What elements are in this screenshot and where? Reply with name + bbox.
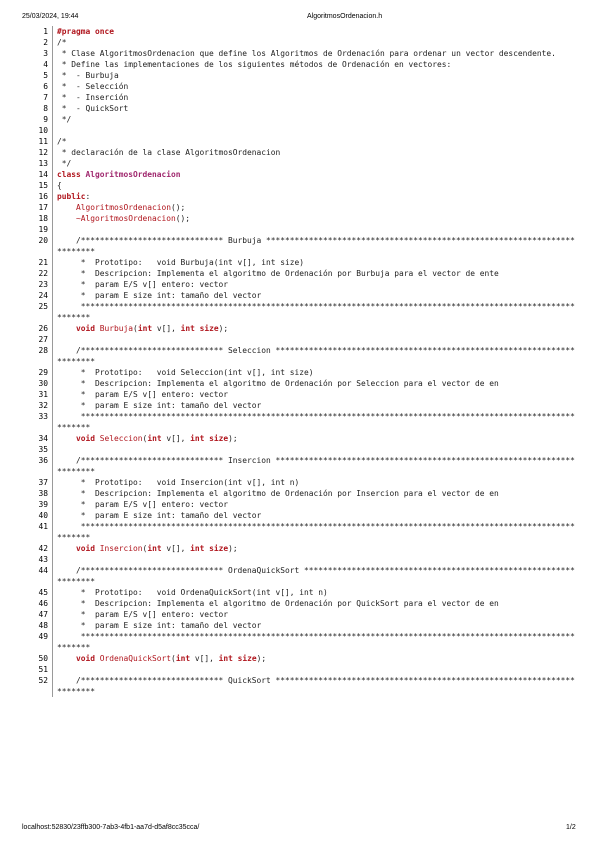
code-token: v[], [166, 544, 191, 553]
code-line [22, 510, 578, 521]
line-text [53, 125, 578, 136]
line-number: 38 [38, 489, 48, 498]
code-token: * Define las implementaciones de los siguientes métodos de Ordenación en vectores: [57, 60, 452, 69]
code-line [22, 378, 578, 389]
code-token: int [190, 544, 210, 553]
code-line [22, 598, 578, 609]
code-token: /* [57, 137, 67, 146]
code-token: (); [171, 203, 186, 212]
code-line [22, 147, 578, 158]
line-text [53, 114, 578, 125]
line-number: 50 [38, 654, 48, 663]
line-number: 37 [38, 478, 48, 487]
line-text [53, 59, 578, 70]
code-token: * Prototipo: void Insercion(int v[], int n) [57, 478, 300, 487]
code-token: ~AlgoritmosOrdenacion [76, 214, 176, 223]
code-token: size [199, 324, 219, 333]
code-token: { [57, 181, 62, 190]
print-date: 25/03/2024, 19:44 [22, 13, 79, 20]
line-text [53, 664, 578, 675]
code-line [22, 136, 578, 147]
code-token: * - QuickSort [57, 104, 129, 113]
line-text [53, 290, 578, 301]
line-text [53, 488, 578, 499]
code-line [22, 565, 578, 587]
code-token: * - Inserción [57, 93, 129, 102]
code-line [22, 664, 578, 675]
code-token: int [180, 324, 200, 333]
code-line [22, 345, 578, 367]
line-number: 36 [38, 456, 48, 465]
line-number: 30 [38, 379, 48, 388]
code-line [22, 125, 578, 136]
code-line [22, 224, 578, 235]
code-line [22, 235, 578, 257]
code-token: * - Burbuja [57, 71, 119, 80]
code-token: /****************************** QuickSort *********************************************************************** [57, 676, 575, 696]
code-token: AlgoritmosOrdenacion [85, 170, 181, 179]
code-token: * param E/S v[] entero: vector [57, 390, 229, 399]
code-line [22, 48, 578, 59]
line-text [53, 345, 578, 367]
line-number: 14 [38, 170, 48, 179]
code-token: (); [175, 214, 191, 223]
code-token: Seleccion [99, 434, 143, 443]
line-number: 7 [43, 93, 48, 102]
line-text [53, 609, 578, 620]
code-token: /****************************** Burbuja ************************************************************************* [57, 236, 575, 256]
line-text [53, 378, 578, 389]
code-line [22, 114, 578, 125]
code-line [22, 169, 578, 180]
line-number: 11 [38, 137, 48, 146]
code-token: size [209, 434, 229, 443]
code-line [22, 279, 578, 290]
line-number: 16 [38, 192, 48, 201]
line-number: 46 [38, 599, 48, 608]
document-title: AlgoritmosOrdenacion.h [307, 13, 383, 20]
line-text [53, 620, 578, 631]
line-text [53, 477, 578, 488]
code-token: *************************************************************************************************************** [57, 412, 575, 432]
line-text [53, 510, 578, 521]
line-text [53, 521, 578, 543]
code-token [57, 324, 76, 333]
code-line [22, 455, 578, 477]
code-line [22, 433, 578, 444]
code-token [57, 214, 76, 223]
code-line [22, 158, 578, 169]
code-token [57, 654, 76, 663]
line-text [53, 92, 578, 103]
code-token: ( [142, 544, 148, 553]
line-text [53, 631, 578, 653]
code-token: * param E/S v[] entero: vector [57, 280, 229, 289]
code-token: #pragma once [57, 27, 115, 36]
code-token: ); [228, 434, 238, 443]
code-token [57, 544, 76, 553]
line-text [53, 235, 578, 257]
line-text [53, 136, 578, 147]
code-line [22, 334, 578, 345]
code-token [57, 203, 76, 212]
line-number: 29 [38, 368, 48, 377]
line-text [53, 411, 578, 433]
code-line [22, 268, 578, 279]
code-token: int [190, 434, 210, 443]
code-token: * param E size int: tamaño del vector [57, 291, 262, 300]
line-text [53, 334, 578, 345]
code-token: * param E size int: tamaño del vector [57, 621, 262, 630]
line-number: 8 [43, 104, 48, 113]
line-number: 22 [38, 269, 48, 278]
line-text [53, 257, 578, 268]
code-token: void [76, 544, 100, 553]
code-token: /****************************** Seleccion *********************************************************************** [57, 346, 575, 366]
code-line [22, 37, 578, 48]
code-token: * declaración de la clase AlgoritmosOrdenacion [57, 148, 281, 157]
line-number: 24 [38, 291, 48, 300]
code-line [22, 400, 578, 411]
line-number: 45 [38, 588, 48, 597]
code-token: * Prototipo: void Burbuja(int v[], int size) [57, 258, 305, 267]
code-line [22, 70, 578, 81]
line-number: 47 [38, 610, 48, 619]
line-text [53, 499, 578, 510]
code-token: void [76, 434, 100, 443]
line-text [53, 400, 578, 411]
code-line [22, 653, 578, 664]
code-token: * Clase AlgoritmosOrdenacion que define los Algoritmos de Ordenación para ordenar un vector descendente. [57, 49, 556, 58]
code-line [22, 59, 578, 70]
code-token: * Descripcion: Implementa el algoritmo de Ordenación por Insercion para el vector de en [57, 489, 499, 498]
code-line [22, 620, 578, 631]
line-text [53, 191, 578, 202]
code-token: ( [133, 324, 138, 333]
code-line [22, 609, 578, 620]
code-token: class [57, 170, 86, 179]
code-token: ); [218, 324, 229, 333]
line-number: 5 [43, 71, 48, 80]
code-token: v[], [166, 434, 191, 443]
line-number: 52 [38, 676, 48, 685]
code-token: int [147, 544, 167, 553]
code-token: : [85, 192, 91, 201]
line-text [53, 213, 578, 224]
code-line [22, 191, 578, 202]
code-token: /****************************** Insercion *********************************************************************** [57, 456, 575, 476]
code-token: int [175, 654, 195, 663]
code-token: void [76, 654, 100, 663]
code-token: * param E size int: tamaño del vector [57, 401, 262, 410]
code-token: * - Selección [57, 82, 129, 91]
line-text [53, 323, 578, 334]
code-line [22, 477, 578, 488]
code-line [22, 257, 578, 268]
line-number: 34 [38, 434, 48, 443]
line-text [53, 279, 578, 290]
line-text [53, 224, 578, 235]
line-number: 43 [38, 555, 48, 564]
code-line [22, 631, 578, 653]
line-text [53, 202, 578, 213]
line-number: 13 [38, 159, 48, 168]
code-line [22, 323, 578, 334]
line-number: 19 [38, 225, 48, 234]
code-token [57, 434, 76, 443]
code-token: void [76, 324, 100, 333]
line-text [53, 543, 578, 554]
code-token: size [209, 544, 229, 553]
code-listing [22, 26, 578, 697]
line-text [53, 367, 578, 378]
page-number: 1/2 [566, 824, 576, 831]
code-line [22, 554, 578, 565]
code-line [22, 543, 578, 554]
line-text [53, 180, 578, 191]
line-number: 26 [38, 324, 48, 333]
code-token: Insercion [99, 544, 143, 553]
code-line [22, 367, 578, 378]
code-token: * Prototipo: void Seleccion(int v[], int size) [57, 368, 314, 377]
code-token: */ [57, 115, 72, 124]
line-text [53, 158, 578, 169]
line-number: 18 [38, 214, 48, 223]
code-line [22, 290, 578, 301]
code-line [22, 389, 578, 400]
code-token: int [218, 654, 238, 663]
code-line [22, 587, 578, 598]
line-text [53, 653, 578, 664]
line-number: 4 [43, 60, 48, 69]
line-number: 51 [38, 665, 48, 674]
line-text [53, 565, 578, 587]
line-text [53, 389, 578, 400]
line-text [53, 103, 578, 114]
line-text [53, 444, 578, 455]
code-line [22, 202, 578, 213]
line-text [53, 169, 578, 180]
line-number: 49 [38, 632, 48, 641]
line-number: 23 [38, 280, 48, 289]
line-text [53, 587, 578, 598]
line-number: 17 [38, 203, 48, 212]
code-token: /* [57, 38, 67, 47]
line-number: 10 [38, 126, 48, 135]
code-token: OrdenaQuickSort [99, 654, 172, 663]
line-number: 35 [38, 445, 48, 454]
line-text [53, 268, 578, 279]
line-number: 21 [38, 258, 48, 267]
line-number: 31 [38, 390, 48, 399]
code-token: public [57, 192, 86, 201]
line-number: 42 [38, 544, 48, 553]
line-number: 40 [38, 511, 48, 520]
code-line [22, 411, 578, 433]
line-text [53, 37, 578, 48]
code-line [22, 81, 578, 92]
code-token: * param E size int: tamaño del vector [57, 511, 262, 520]
code-token: *************************************************************************************************************** [57, 522, 575, 542]
code-token: ); [228, 544, 238, 553]
code-token: */ [57, 159, 72, 168]
code-token: int [137, 324, 157, 333]
code-token: /****************************** OrdenaQuickSort ***************************************************************** [57, 566, 575, 586]
code-line [22, 103, 578, 114]
line-text [53, 48, 578, 59]
line-number: 6 [43, 82, 48, 91]
line-text [53, 81, 578, 92]
line-number: 12 [38, 148, 48, 157]
line-text [53, 455, 578, 477]
code-token: * param E/S v[] entero: vector [57, 610, 229, 619]
line-number: 44 [38, 566, 48, 575]
code-token: int [147, 434, 167, 443]
code-line [22, 444, 578, 455]
code-line [22, 488, 578, 499]
code-token: AlgoritmosOrdenacion [76, 203, 172, 212]
line-number: 9 [43, 115, 48, 124]
code-token: ); [256, 654, 267, 663]
line-text [53, 433, 578, 444]
line-number: 1 [43, 27, 48, 36]
code-line [22, 213, 578, 224]
code-token: * param E/S v[] entero: vector [57, 500, 229, 509]
line-number: 32 [38, 401, 48, 410]
code-token: size [237, 654, 257, 663]
line-number: 20 [38, 236, 48, 245]
line-text [53, 26, 578, 37]
code-line [22, 675, 578, 697]
code-token: * Prototipo: void OrdenaQuickSort(int v[], int n) [57, 588, 328, 597]
line-text [53, 554, 578, 565]
line-text [53, 301, 578, 323]
code-line [22, 180, 578, 191]
page-url: localhost:52830/23ffb300-7ab3-4fb1-aa7d-d5af8cc35cca/ [22, 824, 200, 831]
line-text [53, 70, 578, 81]
code-token: *************************************************************************************************************** [57, 302, 575, 322]
line-number: 48 [38, 621, 48, 630]
code-token: * Descripcion: Implementa el algoritmo de Ordenación por QuickSort para el vector de en [57, 599, 499, 608]
code-token: ( [142, 434, 148, 443]
line-number: 3 [43, 49, 48, 58]
line-number: 15 [38, 181, 48, 190]
line-number: 39 [38, 500, 48, 509]
code-token: * Descripcion: Implementa el algoritmo de Ordenación por Seleccion para el vector de en [57, 379, 499, 388]
line-number: 28 [38, 346, 48, 355]
code-line [22, 301, 578, 323]
line-number: 33 [38, 412, 48, 421]
line-text [53, 675, 578, 697]
line-number: 2 [43, 38, 48, 47]
line-text [53, 598, 578, 609]
code-line [22, 92, 578, 103]
line-number: 25 [38, 302, 48, 311]
code-line [22, 521, 578, 543]
line-number: 41 [38, 522, 48, 531]
code-token: v[], [194, 654, 219, 663]
line-number: 27 [38, 335, 48, 344]
code-token: ( [171, 654, 176, 663]
code-token: *************************************************************************************************************** [57, 632, 575, 652]
line-text [53, 147, 578, 158]
code-token: v[], [156, 324, 181, 333]
code-token: Burbuja [99, 324, 134, 333]
code-line [22, 499, 578, 510]
code-token: * Descripcion: Implementa el algoritmo de Ordenación por Burbuja para el vector de ente [57, 269, 499, 278]
code-line [22, 26, 578, 37]
